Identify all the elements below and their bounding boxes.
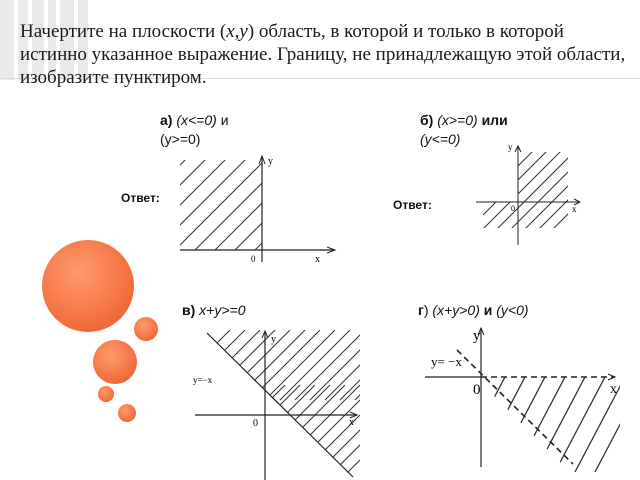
graph-g bbox=[415, 322, 630, 472]
item-condition: (y<0) bbox=[496, 302, 529, 318]
origin-label: 0 bbox=[251, 254, 256, 264]
graph-b bbox=[468, 140, 588, 252]
item-letter: а) bbox=[160, 112, 173, 128]
item-condition: x+y>=0 bbox=[199, 302, 246, 318]
item-condition: (x+y>0) bbox=[432, 302, 480, 318]
item-v-label bbox=[182, 301, 246, 320]
task-vars: x,y bbox=[226, 21, 248, 42]
item-condition: (x<=0) bbox=[176, 112, 217, 128]
y-label: y bbox=[508, 142, 513, 152]
boundary-line-dashed bbox=[457, 350, 573, 464]
origin-label: 0 bbox=[511, 204, 515, 213]
y-label: y bbox=[271, 334, 276, 345]
graph-v bbox=[185, 325, 365, 480]
graph-a bbox=[175, 152, 340, 264]
item-letter: в) bbox=[182, 302, 196, 318]
y-label: y bbox=[268, 156, 273, 167]
task-text-part: Начертите на плоскости ( bbox=[20, 21, 227, 42]
hatch-region bbox=[185, 330, 365, 475]
item-g-label bbox=[418, 301, 529, 320]
x-label: x bbox=[610, 382, 617, 397]
item-operator: и bbox=[220, 112, 229, 128]
item-operator: или bbox=[481, 112, 508, 128]
answer-label-b: Ответ: bbox=[393, 198, 432, 212]
hatch-region bbox=[468, 140, 588, 240]
decor-circle-small bbox=[134, 317, 158, 341]
answer-label-a: Ответ: bbox=[121, 191, 160, 205]
x-label: x bbox=[572, 204, 577, 214]
origin-label: 0 bbox=[253, 418, 258, 429]
origin-label: 0 bbox=[473, 382, 481, 398]
item-condition: (x>=0) bbox=[437, 112, 478, 128]
item-letter: б) bbox=[420, 112, 434, 128]
item-condition: (y<=0) bbox=[420, 131, 461, 147]
task-text bbox=[20, 20, 635, 89]
item-operator: и bbox=[483, 302, 493, 318]
decor-circle-large bbox=[42, 240, 134, 332]
item-condition: (y>=0) bbox=[160, 131, 201, 147]
decor-circle-medium bbox=[93, 340, 137, 384]
item-letter: г bbox=[418, 302, 424, 318]
item-a-label bbox=[160, 111, 310, 149]
y-label: y bbox=[473, 328, 481, 344]
hatch-region bbox=[175, 152, 340, 250]
item-paren: ) bbox=[423, 302, 429, 318]
decor-stripe bbox=[0, 0, 14, 80]
line-label: y=−x bbox=[193, 375, 213, 385]
decor-circle-small bbox=[118, 404, 136, 422]
decor-circle-tiny bbox=[98, 386, 114, 402]
x-label: x bbox=[349, 417, 354, 428]
x-label: x bbox=[315, 254, 320, 264]
task-text-part: ) область, в которой и только в которой истинно указанное выражение. Границу, не принадлежащую этой области, изобразите пунктиром. bbox=[20, 21, 626, 88]
line-label: y= −x bbox=[431, 354, 462, 369]
